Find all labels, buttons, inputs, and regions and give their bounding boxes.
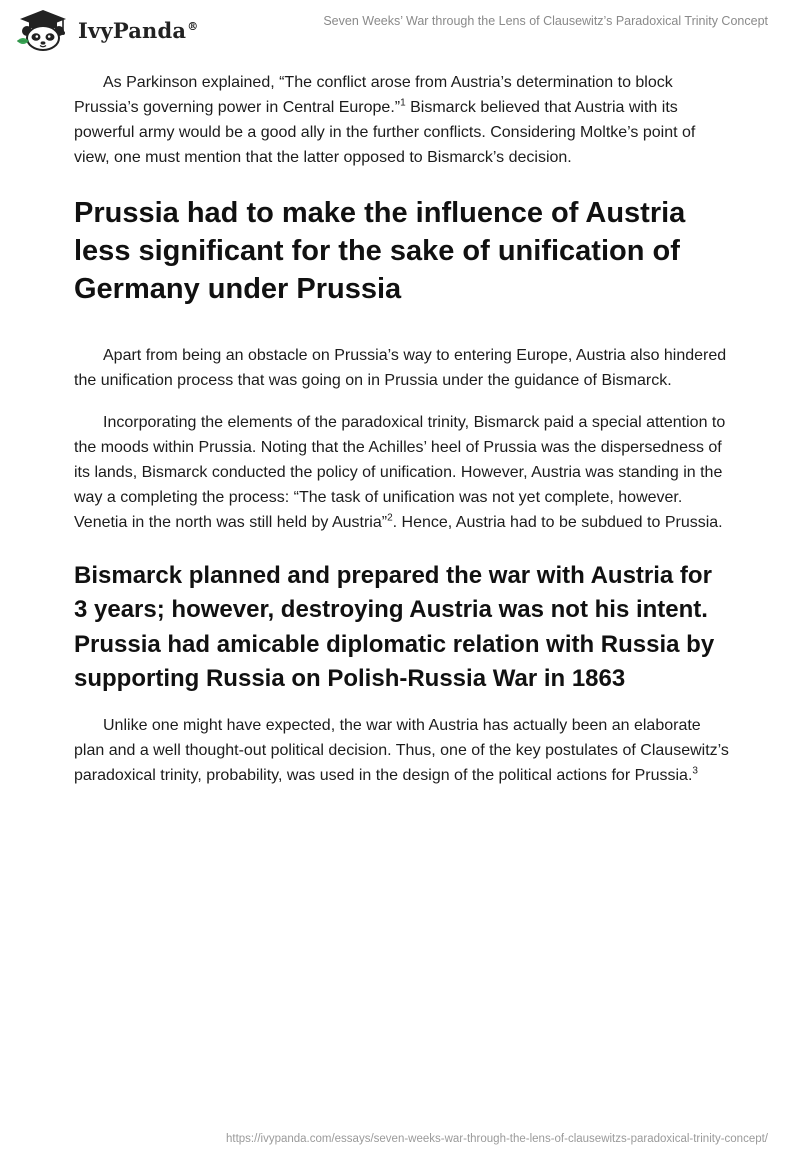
ivypanda-logo[interactable] <box>14 8 198 52</box>
paragraph-1 <box>74 70 730 170</box>
paragraph-3-tail: . Hence, Austria had to be subdued to Prussia. <box>392 514 723 531</box>
logo-wordmark <box>78 18 198 43</box>
paragraph-2: Apart from being an obstacle on Prussia’s way to entering Europe, Austria also hindered the unification process that was going on in Prussia under the guidance of Bismarck. <box>74 347 727 389</box>
paragraph-1-tail: Bismarck believed that Austria with its powerful army would be a good ally in the further conflicts. Considering Moltke’s point of view, one must mention that the latter opposed to Bismarck’s decision. <box>74 99 696 166</box>
registered-mark: ® <box>187 19 199 33</box>
paragraph-4 <box>74 713 730 788</box>
source-url[interactable]: https://ivypanda.com/essays/seven-weeks-war-through-the-lens-of-clausewitzs-paradoxical-trinity-concept/ <box>226 1133 768 1145</box>
paragraph-4-text: Unlike one might have expected, the war with Austria has actually been an elaborate plan and a well thought-out political decision. Thus, one of the key postulates of Clausewitz’s paradoxical trinity, probability, was used in the design of the political actions for Prussia. <box>74 716 729 784</box>
logo-text: IvyPanda <box>78 17 187 43</box>
running-title: Seven Weeks’ War through the Lens of Clausewitz’s Paradoxical Trinity Concept <box>323 14 768 28</box>
essay-body <box>74 70 730 788</box>
footnote-ref-1[interactable]: 1 <box>400 97 406 109</box>
paragraph-3-text: Incorporating the elements of the paradoxical trinity, Bismarck paid a special attention to the moods within Prussia. Noting that the Achilles’ heel of Prussia was the dispersedness of its lands, Bismarck conducted the policy of unification. However, Austria was standing in the way a completing the process: “The task of unification was not yet complete, however. Venetia in the north was still held by Austria” <box>74 414 726 531</box>
panda-graduate-icon <box>14 8 72 52</box>
footnote-ref-2[interactable]: 2 <box>387 512 393 524</box>
section-heading-1: Prussia had to make the influence of Austria less significant for the sake of unification of Germany under Prussia <box>74 197 686 305</box>
section-heading-2: Bismarck planned and prepared the war with Austria for 3 years; however, destroying Austria was not his intent. Prussia had amicable diplomatic relation with Russia by supporting Russia on Polish-Russia War in 1863 <box>74 562 715 693</box>
paragraph-1-text: As Parkinson explained, “The conflict arose from Austria’s determination to block Prussia’s governing power in Central Europe.” <box>74 74 673 116</box>
footnote-ref-3[interactable]: 3 <box>692 765 698 777</box>
page-header <box>0 0 800 60</box>
paragraph-3 <box>74 410 730 535</box>
